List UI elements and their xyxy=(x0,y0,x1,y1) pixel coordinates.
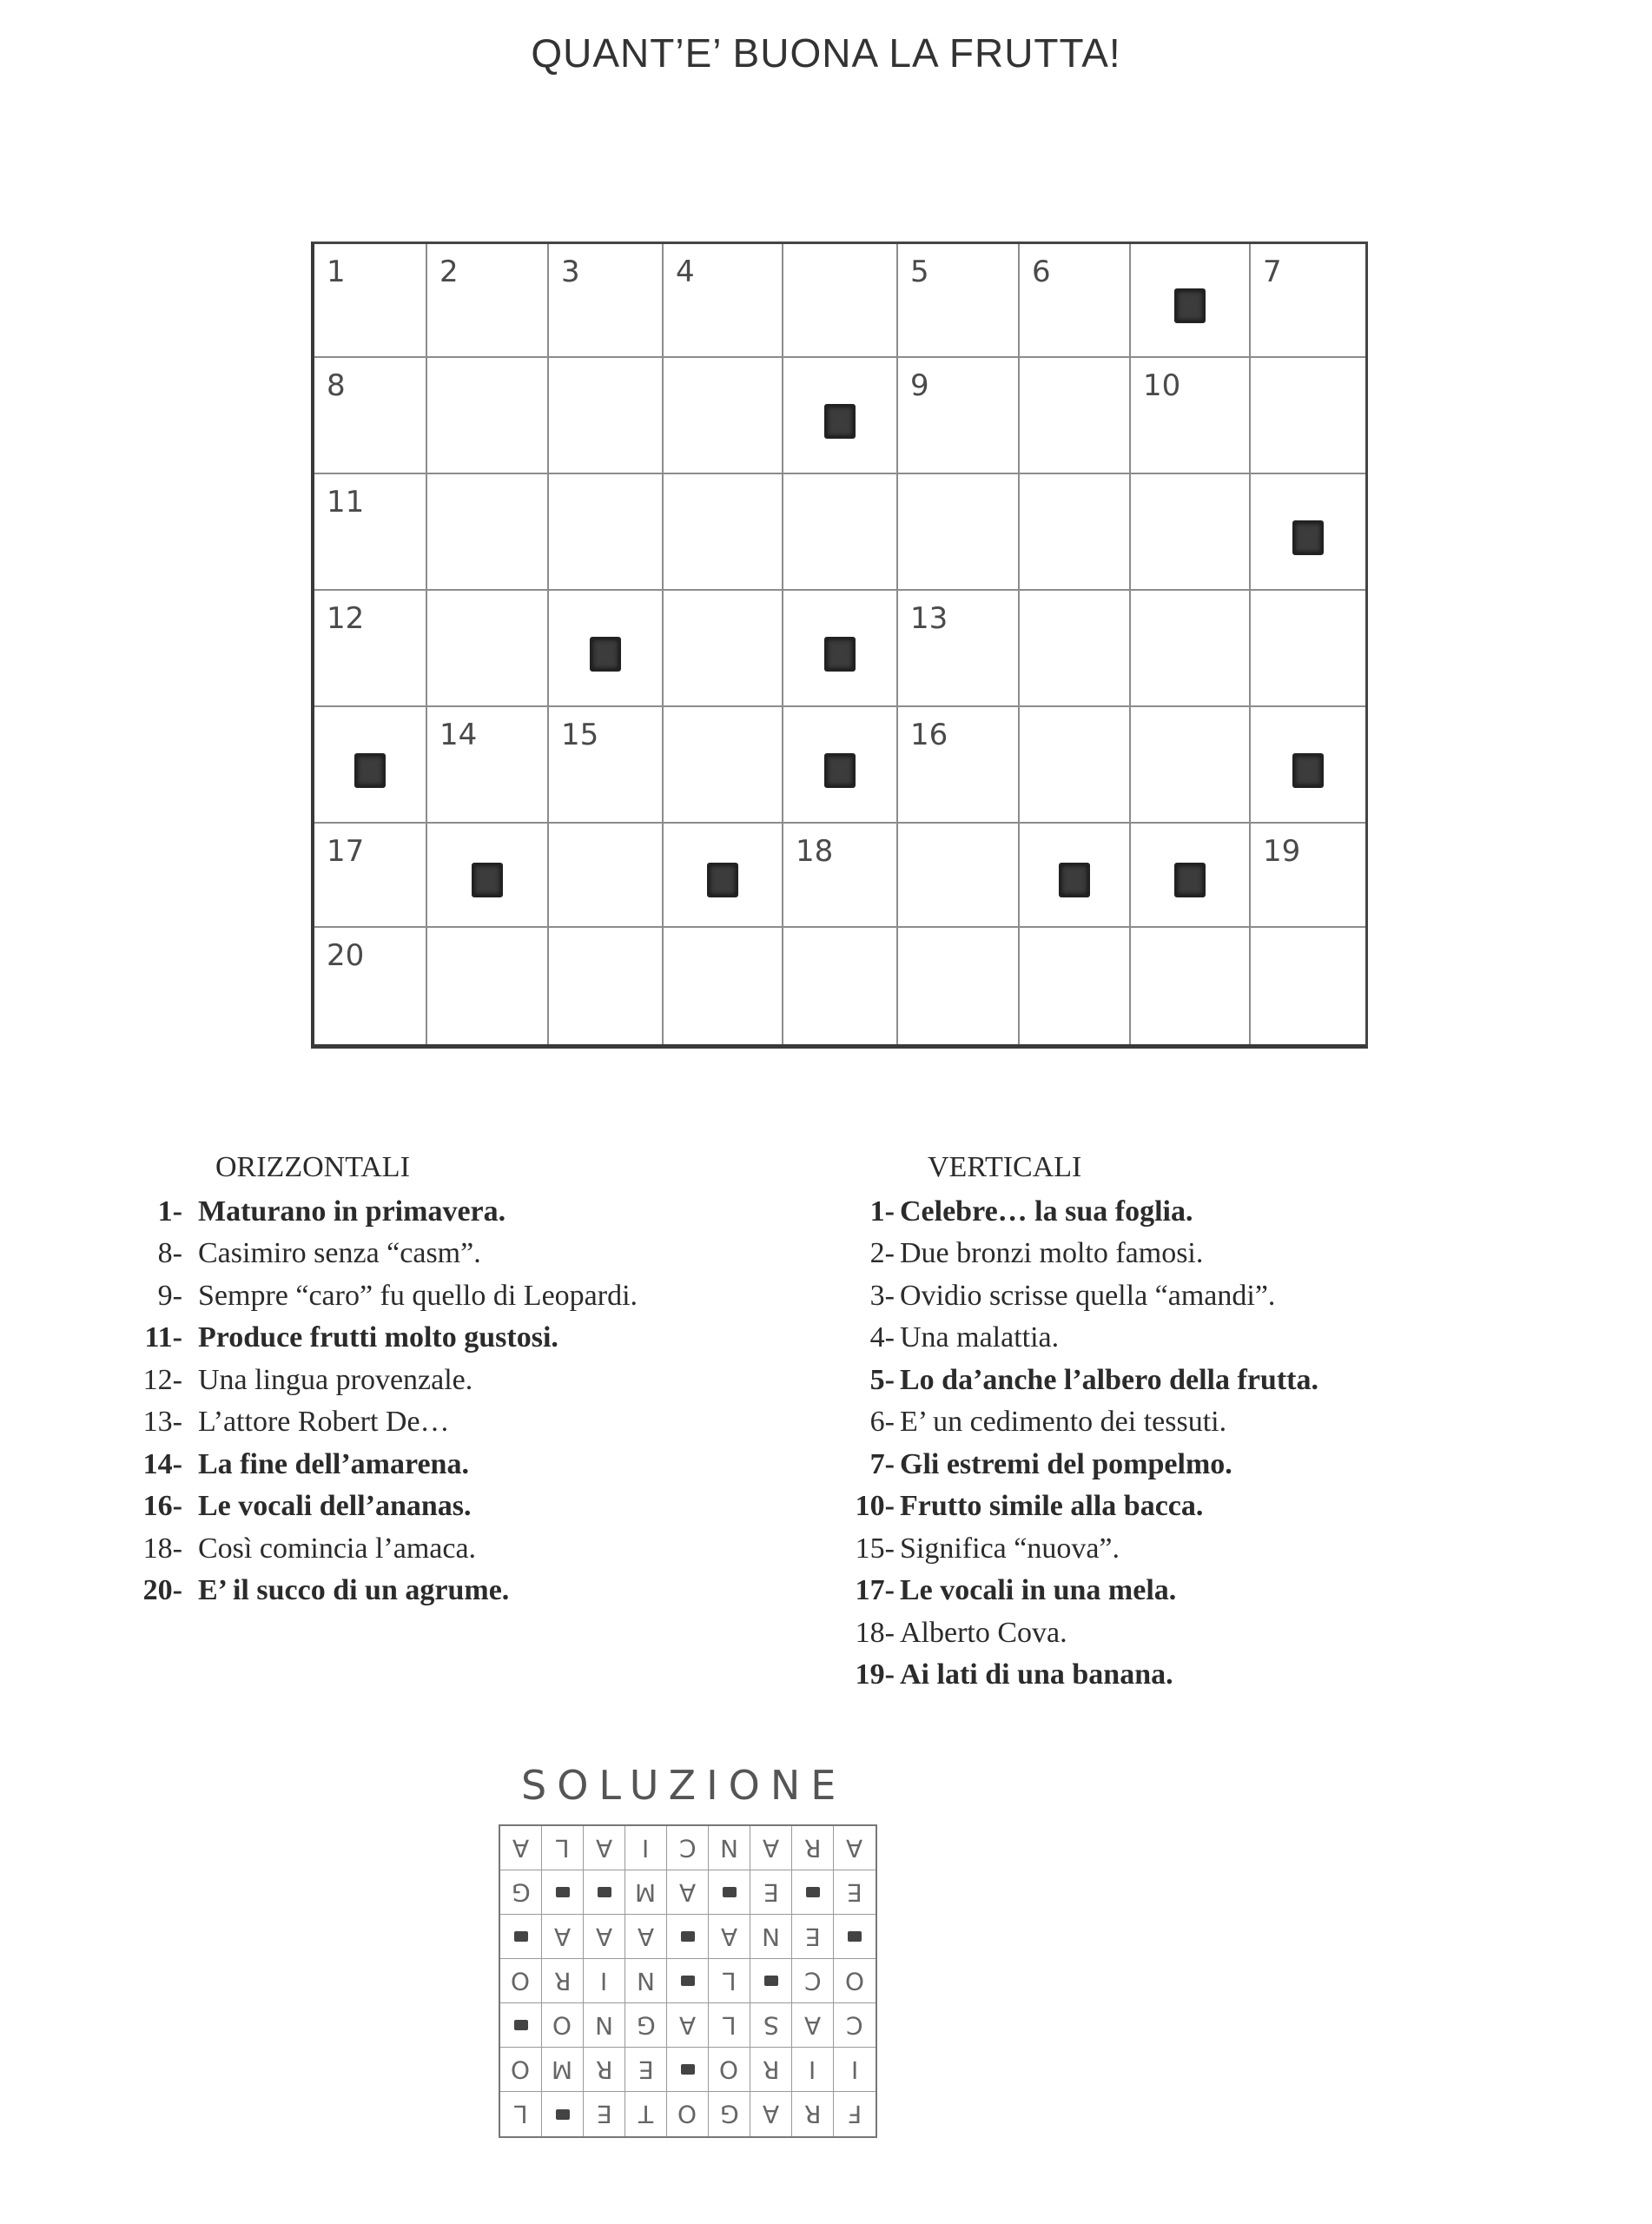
solution-cell xyxy=(667,1826,709,1870)
grid-cell xyxy=(664,591,783,707)
clue-text: Casimiro senza “casm”. xyxy=(198,1237,481,1269)
black-cell xyxy=(783,591,898,707)
solution-cell xyxy=(542,1915,584,1959)
solution-cell xyxy=(750,2003,792,2048)
black-cell xyxy=(1131,244,1251,358)
grid-cell xyxy=(314,474,427,591)
solution-letter: R xyxy=(595,2055,613,2084)
clue-item xyxy=(834,1444,1318,1486)
solution-cell xyxy=(625,1826,667,1870)
crossword-grid xyxy=(311,242,1368,1049)
clue-text: E’ il succo di un agrume. xyxy=(198,1574,510,1606)
grid-cell xyxy=(427,474,549,591)
black-square xyxy=(354,753,386,788)
grid-cell xyxy=(1020,474,1131,591)
solution-cell xyxy=(542,1959,584,2003)
clue-number: 5- xyxy=(869,1363,895,1396)
solution-black-square xyxy=(556,1887,570,1897)
black-cell xyxy=(783,707,898,824)
solution-cell xyxy=(709,1915,750,1959)
black-square xyxy=(1292,520,1324,555)
solution-letter: A xyxy=(846,1833,863,1863)
clue-text: Due bronzi molto famosi. xyxy=(900,1237,1204,1269)
solution-letter: I xyxy=(850,2055,859,2084)
clue-item xyxy=(834,1528,1318,1571)
clue-item xyxy=(834,1486,1318,1528)
clue-item xyxy=(834,1360,1318,1402)
page-title: QUANT’E’ BUONA LA FRUTTA! xyxy=(531,30,1121,76)
solution-cell xyxy=(834,2092,876,2136)
grid-cell xyxy=(1251,591,1365,707)
solution-cell xyxy=(750,2092,792,2136)
grid-cell xyxy=(1020,358,1131,474)
clue-number: 13- xyxy=(142,1406,182,1438)
solution-letter: O xyxy=(719,2055,739,2084)
clue-text: Celebre… la sua foglia. xyxy=(900,1195,1193,1228)
solution-cell xyxy=(834,1870,876,1915)
black-square xyxy=(1292,753,1324,788)
solution-letter: A xyxy=(762,2100,780,2128)
solution-cell xyxy=(625,1915,667,1959)
grid-cell xyxy=(664,244,783,358)
solution-letter: C xyxy=(846,2010,863,2040)
clue-text: L’attore Robert De… xyxy=(198,1406,450,1438)
clue-number: 8- xyxy=(157,1237,182,1269)
solution-black-square xyxy=(514,1931,528,1942)
clue-item xyxy=(104,1275,638,1318)
clue-number: 3- xyxy=(869,1279,895,1312)
black-square xyxy=(1174,288,1206,323)
solution-letter: A xyxy=(803,2010,822,2040)
solution-letter: N xyxy=(637,1966,655,1996)
clue-number: 12- xyxy=(142,1363,182,1396)
solution-letter: O xyxy=(552,2010,572,2040)
cell-number: 16 xyxy=(910,718,948,752)
solution-letter: N xyxy=(720,1833,738,1863)
solution-letter: E xyxy=(763,1877,779,1907)
clue-text: Frutto simile alla bacca. xyxy=(900,1490,1204,1522)
grid-cell xyxy=(898,358,1020,474)
solution-black-cell xyxy=(584,1870,625,1915)
solution-letter: R xyxy=(803,1833,822,1863)
solution-letter: E xyxy=(596,2100,612,2128)
solution-black-cell xyxy=(709,1870,750,1915)
solution-cell xyxy=(625,2003,667,2048)
clue-number: 16- xyxy=(142,1490,182,1522)
cell-number: 10 xyxy=(1143,368,1181,403)
solution-letter: G xyxy=(636,2010,656,2040)
grid-cell xyxy=(783,474,898,591)
clue-item xyxy=(834,1570,1318,1612)
solution-cell xyxy=(625,2048,667,2092)
solution-letter: G xyxy=(511,1877,531,1907)
solution-letter: E xyxy=(804,1922,821,1951)
solution-letter: A xyxy=(637,1922,655,1951)
grid-cell xyxy=(314,358,427,474)
grid-cell xyxy=(1020,591,1131,707)
clue-item xyxy=(834,1317,1318,1360)
grid-cell xyxy=(427,358,549,474)
clue-text: Alberto Cova. xyxy=(900,1616,1067,1649)
cell-number: 12 xyxy=(327,601,365,636)
clue-text: Ovidio scrisse quella “amandi”. xyxy=(900,1279,1276,1312)
grid-cell xyxy=(427,244,549,358)
grid-cell xyxy=(1131,591,1251,707)
solution-black-cell xyxy=(667,1959,709,2003)
solution-black-square xyxy=(598,1887,611,1897)
solution-cell xyxy=(625,1870,667,1915)
solution-letter: O xyxy=(511,2055,531,2084)
grid-cell xyxy=(314,244,427,358)
solution-black-square xyxy=(806,1887,820,1897)
solution-cell xyxy=(792,1826,834,1870)
black-cell xyxy=(1020,824,1131,928)
cell-number: 1 xyxy=(327,255,346,289)
solution-black-cell xyxy=(500,1915,542,1959)
clue-number: 11- xyxy=(144,1321,182,1354)
solution-black-square xyxy=(681,2064,695,2075)
solution-cell xyxy=(500,1826,542,1870)
solution-cell xyxy=(584,2048,625,2092)
cell-number: 17 xyxy=(327,834,365,869)
grid-cell xyxy=(783,824,898,928)
solution-letter: L xyxy=(555,1833,570,1863)
solution-letter: M xyxy=(552,2055,573,2084)
grid-cell xyxy=(314,591,427,707)
cell-number: 20 xyxy=(327,938,365,973)
clue-item xyxy=(104,1528,638,1571)
clue-item xyxy=(834,1401,1318,1444)
grid-cell xyxy=(898,928,1020,1044)
cell-number: 14 xyxy=(439,718,478,752)
solution-cell xyxy=(834,1959,876,2003)
solution-letter: O xyxy=(844,1966,865,1996)
grid-cell xyxy=(549,707,664,824)
solution-cell xyxy=(709,1826,750,1870)
solution-cell xyxy=(792,2048,834,2092)
solution-cell xyxy=(750,1826,792,1870)
solution-letter: L xyxy=(722,1966,737,1996)
black-cell xyxy=(549,591,664,707)
black-cell xyxy=(1251,707,1365,824)
solution-cell xyxy=(667,2003,709,2048)
grid-cell xyxy=(664,928,783,1044)
grid-cell xyxy=(427,928,549,1044)
solution-black-cell xyxy=(750,1959,792,2003)
clue-number: 14- xyxy=(142,1447,182,1480)
cell-number: 13 xyxy=(910,601,948,636)
grid-cell xyxy=(1131,707,1251,824)
solution-letter: L xyxy=(722,2010,737,2040)
solution-cell xyxy=(792,2003,834,2048)
solution-black-square xyxy=(514,2020,528,2030)
clue-number: 7- xyxy=(869,1447,895,1480)
solution-cell xyxy=(625,2092,667,2136)
black-cell xyxy=(427,824,549,928)
solution-letter: T xyxy=(638,2100,654,2128)
clue-number: 18- xyxy=(855,1616,895,1649)
black-square xyxy=(707,863,738,897)
grid-cell xyxy=(664,358,783,474)
clue-text: Sempre “caro” fu quello di Leopardi. xyxy=(198,1279,638,1312)
clue-number: 9- xyxy=(157,1279,182,1312)
clue-item xyxy=(834,1275,1318,1318)
solution-letter: I xyxy=(600,1966,608,1996)
grid-cell xyxy=(314,824,427,928)
clues-horizontal xyxy=(104,1147,638,1612)
solution-letter: N xyxy=(595,2010,613,2040)
solution-cell xyxy=(750,2048,792,2092)
black-cell xyxy=(664,824,783,928)
clue-item xyxy=(104,1486,638,1528)
solution-letter: E xyxy=(847,1877,862,1907)
clue-number: 20- xyxy=(142,1574,182,1606)
clue-number: 2- xyxy=(869,1237,895,1269)
clue-text: Gli estremi del pompelmo. xyxy=(900,1447,1232,1480)
solution-letter: A xyxy=(553,1922,572,1951)
solution-cell xyxy=(792,1915,834,1959)
solution-letter: R xyxy=(803,2100,822,2128)
cell-number: 3 xyxy=(561,255,580,289)
clue-item xyxy=(834,1654,1318,1697)
solution-black-square xyxy=(681,1931,695,1942)
grid-cell xyxy=(1131,474,1251,591)
clues-vertical-heading: VERTICALI xyxy=(928,1151,1082,1183)
solution-cell xyxy=(834,2048,876,2092)
clues-horizontal-heading: ORIZZONTALI xyxy=(215,1151,410,1183)
solution-cell xyxy=(834,2003,876,2048)
grid-cell xyxy=(1131,358,1251,474)
grid-cell xyxy=(549,824,664,928)
solution-cell xyxy=(792,2092,834,2136)
grid-cell xyxy=(1020,244,1131,358)
clue-text: E’ un cedimento dei tessuti. xyxy=(900,1406,1227,1438)
solution-black-square xyxy=(556,2109,570,2120)
solution-cell xyxy=(584,2092,625,2136)
solution-letter: R xyxy=(553,1966,572,1996)
clue-number: 19- xyxy=(855,1658,895,1691)
grid-cell xyxy=(664,474,783,591)
solution-cell xyxy=(834,1826,876,1870)
solution-letter: E xyxy=(638,2055,654,2084)
solution-cell xyxy=(542,2003,584,2048)
clue-text: Significa “nuova”. xyxy=(900,1532,1120,1565)
cell-number: 2 xyxy=(439,255,459,289)
clue-text: Così comincia l’amaca. xyxy=(198,1532,477,1565)
clue-number: 1- xyxy=(869,1195,895,1228)
solution-letter: N xyxy=(762,1922,780,1951)
black-cell xyxy=(1251,474,1365,591)
solution-letter: A xyxy=(762,1833,780,1863)
grid-cell xyxy=(314,928,427,1044)
solution-cell xyxy=(709,2003,750,2048)
black-square xyxy=(824,637,856,672)
clue-item xyxy=(104,1317,638,1360)
cell-number: 6 xyxy=(1032,255,1051,289)
clue-number: 17- xyxy=(855,1574,895,1606)
solution-letter: G xyxy=(719,2100,739,2128)
grid-cell xyxy=(898,244,1020,358)
solution-letter: M xyxy=(635,1877,657,1907)
solution-cell xyxy=(709,2092,750,2136)
clue-item xyxy=(834,1233,1318,1275)
grid-cell xyxy=(898,474,1020,591)
solution-letter: I xyxy=(809,2055,816,2084)
solution-cell xyxy=(792,1959,834,2003)
clue-item xyxy=(104,1191,638,1234)
cell-number: 15 xyxy=(561,718,599,752)
solution-cell xyxy=(750,1870,792,1915)
clue-number: 18- xyxy=(142,1532,182,1565)
grid-cell xyxy=(1251,244,1365,358)
solution-cell xyxy=(500,1870,542,1915)
cell-number: 5 xyxy=(910,255,929,289)
grid-cell xyxy=(1251,358,1365,474)
solution-black-square xyxy=(723,1887,737,1897)
solution-letter: O xyxy=(677,2100,697,2128)
solution-cell xyxy=(542,1826,584,1870)
solution-black-cell xyxy=(542,2092,584,2136)
solution-letter: A xyxy=(512,1833,530,1863)
clue-text: Produce frutti molto gustosi. xyxy=(198,1321,558,1354)
solution-cell xyxy=(500,2092,542,2136)
solution-cell xyxy=(709,2048,750,2092)
grid-cell xyxy=(1251,824,1365,928)
cell-number: 9 xyxy=(910,368,929,403)
clue-number: 1- xyxy=(157,1195,182,1228)
clue-text: Ai lati di una banana. xyxy=(900,1658,1173,1691)
cell-number: 7 xyxy=(1263,255,1282,289)
solution-letter: L xyxy=(513,2100,528,2128)
solution-grid xyxy=(499,1824,877,2138)
grid-cell xyxy=(549,474,664,591)
clue-text: La fine dell’amarena. xyxy=(198,1447,469,1480)
solution-letter: A xyxy=(595,1922,613,1951)
solution-cell xyxy=(709,1959,750,2003)
clue-number: 10- xyxy=(855,1490,895,1522)
solution-cell xyxy=(667,1870,709,1915)
grid-cell xyxy=(783,244,898,358)
solution-letter: C xyxy=(803,1966,822,1996)
solution-letter: O xyxy=(511,1966,531,1996)
solution-letter: A xyxy=(678,1877,697,1907)
solution-black-cell xyxy=(667,2048,709,2092)
grid-cell xyxy=(549,244,664,358)
solution-letter: S xyxy=(763,2010,779,2040)
solution-cell xyxy=(750,1915,792,1959)
black-cell xyxy=(314,707,427,824)
solution-black-cell xyxy=(500,2003,542,2048)
grid-cell xyxy=(1251,928,1365,1044)
clue-text: Maturano in primavera. xyxy=(198,1195,506,1228)
solution-cell xyxy=(584,1959,625,2003)
solution-letter: R xyxy=(762,2055,780,2084)
black-square xyxy=(472,863,503,897)
cell-number: 11 xyxy=(327,485,365,520)
solution-cell xyxy=(584,1826,625,1870)
solution-letter: A xyxy=(595,1833,613,1863)
clue-item xyxy=(834,1612,1318,1655)
solution-cell xyxy=(625,1959,667,2003)
solution-cell xyxy=(584,1915,625,1959)
solution-title: SOLUZIONE xyxy=(521,1762,847,1809)
clue-text: Una malattia. xyxy=(900,1321,1060,1354)
grid-cell xyxy=(898,824,1020,928)
grid-cell xyxy=(898,591,1020,707)
grid-cell xyxy=(549,358,664,474)
grid-cell xyxy=(898,707,1020,824)
clue-text: Una lingua provenzale. xyxy=(198,1363,473,1396)
solution-black-cell xyxy=(667,1915,709,1959)
solution-black-square xyxy=(681,1976,695,1986)
cell-number: 4 xyxy=(676,255,695,289)
cell-number: 19 xyxy=(1263,834,1301,869)
grid-cell xyxy=(664,707,783,824)
grid-cell xyxy=(427,707,549,824)
grid-cell xyxy=(427,591,549,707)
solution-letter: A xyxy=(678,2010,697,2040)
clue-item xyxy=(834,1191,1318,1234)
solution-cell xyxy=(584,2003,625,2048)
solution-black-cell xyxy=(834,1915,876,1959)
black-square xyxy=(824,404,856,439)
solution-cell xyxy=(500,2048,542,2092)
clue-item xyxy=(104,1444,638,1486)
clue-text: Lo da’anche l’albero della frutta. xyxy=(900,1363,1318,1396)
solution-letter: A xyxy=(720,1922,738,1951)
grid-cell xyxy=(1020,707,1131,824)
solution-black-cell xyxy=(542,1870,584,1915)
solution-black-square xyxy=(764,1976,778,1986)
clue-item xyxy=(104,1233,638,1275)
solution-letter: F xyxy=(847,2100,862,2128)
solution-cell xyxy=(500,1959,542,2003)
cell-number: 18 xyxy=(796,834,834,869)
black-cell xyxy=(783,358,898,474)
grid-cell xyxy=(1020,928,1131,1044)
grid-cell xyxy=(549,928,664,1044)
clue-number: 4- xyxy=(869,1321,895,1354)
black-cell xyxy=(1131,824,1251,928)
cell-number: 8 xyxy=(327,368,346,403)
grid-cell xyxy=(783,928,898,1044)
solution-letter: C xyxy=(678,1833,697,1863)
clue-item xyxy=(104,1401,638,1444)
grid-cell xyxy=(1131,928,1251,1044)
clue-number: 15- xyxy=(855,1532,895,1565)
clue-text: Le vocali dell’ananas. xyxy=(198,1490,472,1522)
clue-item xyxy=(104,1360,638,1402)
clue-text: Le vocali in una mela. xyxy=(900,1574,1177,1606)
solution-black-cell xyxy=(792,1870,834,1915)
solution-cell xyxy=(667,2092,709,2136)
black-square xyxy=(590,637,621,672)
black-square xyxy=(824,753,856,788)
solution-cell xyxy=(542,2048,584,2092)
clues-vertical xyxy=(834,1147,1318,1697)
solution-letter: I xyxy=(642,1833,650,1863)
solution-black-square xyxy=(848,1931,862,1942)
clue-number: 6- xyxy=(869,1406,895,1438)
clue-item xyxy=(104,1570,638,1612)
black-square xyxy=(1174,863,1206,897)
black-square xyxy=(1059,863,1090,897)
